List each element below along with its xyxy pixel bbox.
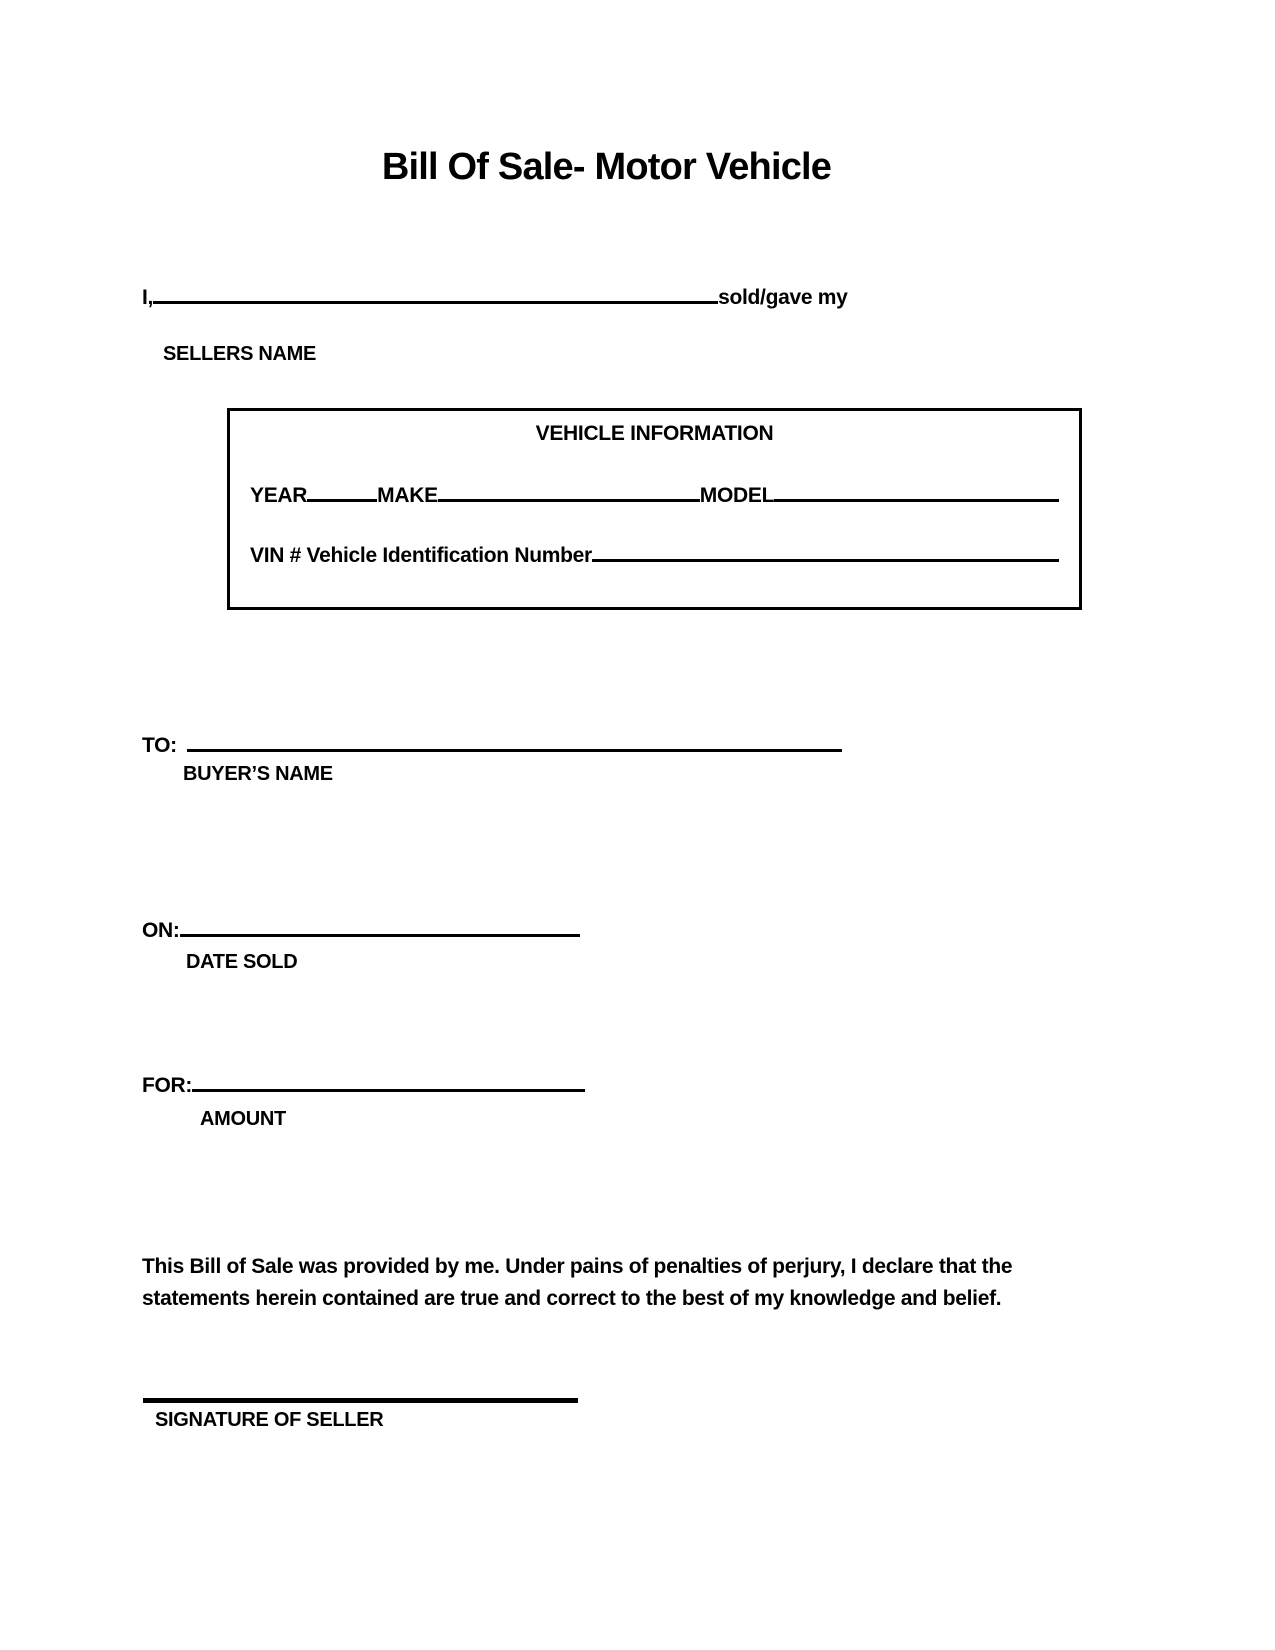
amount-field[interactable] xyxy=(192,1089,585,1092)
for-label: FOR: xyxy=(142,1074,193,1098)
year-make-model-row xyxy=(250,483,1059,508)
date-sold-label: DATE SOLD xyxy=(186,951,298,974)
signature-of-seller-label: SIGNATURE OF SELLER xyxy=(155,1409,384,1432)
buyer-line xyxy=(142,733,1275,758)
vehicle-info-box xyxy=(227,408,1082,610)
seller-suffix: sold/gave my xyxy=(718,285,848,309)
vin-field[interactable] xyxy=(592,559,1059,562)
seller-signature-field[interactable] xyxy=(143,1398,578,1403)
make-label: MAKE xyxy=(377,483,438,507)
date-sold-field[interactable] xyxy=(180,934,580,937)
model-label: MODEL xyxy=(699,483,775,507)
buyers-name-label: BUYER’S NAME xyxy=(183,762,333,785)
year-label: YEAR xyxy=(250,483,308,507)
on-label: ON: xyxy=(142,918,180,942)
declaration-text: This Bill of Sale was provided by me. Under pains of penalties of perjury, I declare that the statements herein contained are true and correct to the best of my knowledge and belief. xyxy=(142,1255,1013,1311)
vin-label: VIN # Vehicle Identification Number xyxy=(250,544,592,568)
vehicle-info-heading: VEHICLE INFORMATION xyxy=(535,421,774,445)
year-field[interactable] xyxy=(307,499,377,502)
sellers-name-label: SELLERS NAME xyxy=(163,342,317,365)
buyer-name-field[interactable] xyxy=(187,749,842,752)
seller-prefix: I, xyxy=(142,285,154,309)
page-title: Bill Of Sale- Motor Vehicle xyxy=(381,146,832,188)
vin-row xyxy=(250,543,1059,568)
make-field[interactable] xyxy=(438,499,700,502)
seller-statement-line xyxy=(142,285,1275,310)
to-label: TO: xyxy=(142,733,177,757)
amount-line xyxy=(142,1073,1275,1098)
date-line xyxy=(142,918,1275,943)
seller-name-field[interactable] xyxy=(153,301,718,304)
model-field[interactable] xyxy=(774,499,1059,502)
amount-label: AMOUNT xyxy=(200,1108,286,1131)
